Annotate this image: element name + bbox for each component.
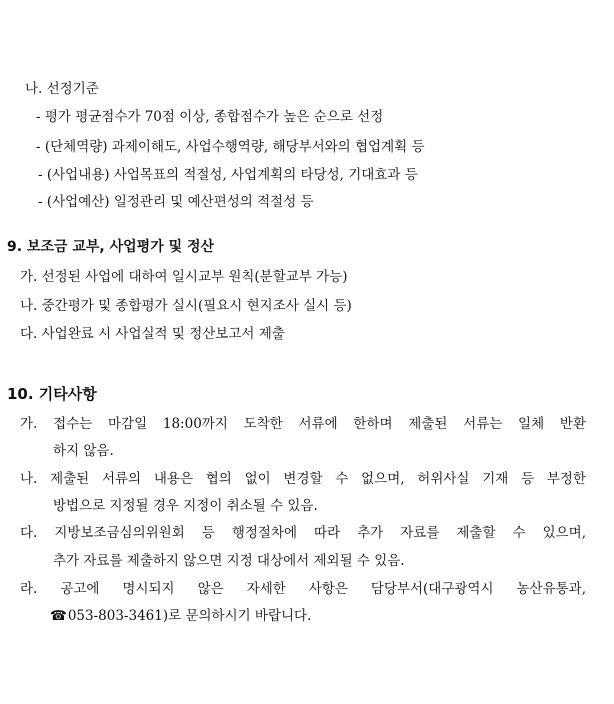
section-10-item-a-line1: 가. 접수는 마감일 18:00까지 도착한 서류에 한하며 제출된 서류는 일체 반환 (20, 416, 586, 432)
section-9-heading: 9. 보조금 교부, 사업평가 및 정산 (7, 239, 215, 255)
section-10-item-b-line1: 나. 제출된 서류의 내용은 협의 없이 변경할 수 없으며, 허위사실 기재 등 부정한 (20, 471, 586, 487)
section-10-heading: 10. 기타사항 (7, 385, 97, 403)
telephone-icon: ☎ (50, 608, 67, 624)
criteria-item-content: - (사업내용) 사업목표의 적절성, 사업계획의 타당성, 기대효과 등 (38, 167, 418, 183)
section-9-item-b: 나. 중간평가 및 종합평가 실시(필요시 현지조사 실시 등) (20, 298, 352, 314)
criteria-item-score: - 평가 평균점수가 70점 이상, 종합점수가 높은 순으로 선정 (36, 109, 384, 125)
section-10-item-d-line1: 라. 공고에 명시되지 않은 자세한 사항은 담당부서(대구광역시 농산유통과, (20, 581, 586, 597)
section-10-item-d-line2 (50, 607, 311, 625)
section-10-item-c-line2: 추가 자료를 제출하지 않으면 지정 대상에서 제외될 수 있음. (53, 553, 405, 569)
section-9-item-c: 다. 사업완료 시 사업실적 및 정산보고서 제출 (20, 326, 285, 342)
contact-phone-text: 053-803-3461)로 문의하시기 바랍니다. (67, 608, 312, 624)
selection-criteria-title: 나. 선정기준 (25, 81, 99, 97)
section-9-item-a: 가. 선정된 사업에 대하여 일시교부 원칙(분할교부 가능) (20, 269, 348, 285)
section-10-item-b-line2: 방법으로 지정될 경우 지정이 취소될 수 있음. (53, 498, 318, 514)
criteria-item-budget: - (사업예산) 일정관리 및 예산편성의 적절성 등 (38, 194, 314, 210)
criteria-item-capacity: - (단체역량) 과제이해도, 사업수행역량, 해당부서와의 협업계획 등 (36, 139, 425, 155)
section-10-item-c-line1: 다. 지방보조금심의위원회 등 행정절차에 따라 추가 자료를 제출할 수 있으며, (20, 525, 586, 541)
section-10-item-a-line2: 하지 않음. (53, 443, 114, 459)
